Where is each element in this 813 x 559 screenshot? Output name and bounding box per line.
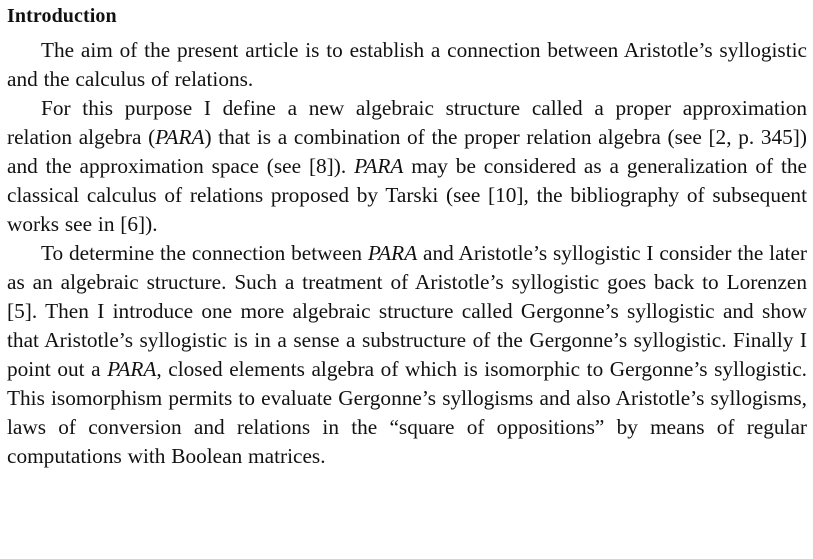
emphasis-term: PARA <box>107 357 157 381</box>
section-heading: Introduction <box>7 5 117 27</box>
paragraph-3: To determine the connection between PARA and Aristotle’s syllogistic I consider the later as an algebraic structure. Such a treatment of Aristotle’s syllogistic goes back to Lorenzen [5]. Then I introduce one more algebraic structure called Gergonne’s syllogistic and show that Aristotle’s syllogistic is in a sense a substructure of the Gergonne’s syllogistic. Finally I point out a PARA, closed elements algebra of which is isomorphic to Gergonne’s syllogistic. This isomorphism permits to evaluate Gergonne’s syllogisms and also Aristotle’s syllogisms, laws of conversion and relations in the “square of oppositions” by means of regular computations with Boolean matrices. <box>7 241 808 468</box>
paragraph-1: The aim of the present article is to establish a connection between Aristotle’s syllogistic and the calculus of relations. <box>7 38 807 91</box>
emphasis-term: PARA <box>155 125 205 149</box>
emphasis-term: PARA <box>367 241 418 265</box>
emphasis-term: PARA <box>354 154 404 178</box>
paragraph-2: For this purpose I define a new algebraic structure called a proper approximation relation algebra (PARA) that is a combination of the proper relation algebra (see [2, p. 345]) and the approximation space (see [8]). PARA may be considered as a generalization of the classical calculus of relations proposed by Tarski (see [10], the bibliography of subsequent works see in [6]). <box>7 96 807 236</box>
